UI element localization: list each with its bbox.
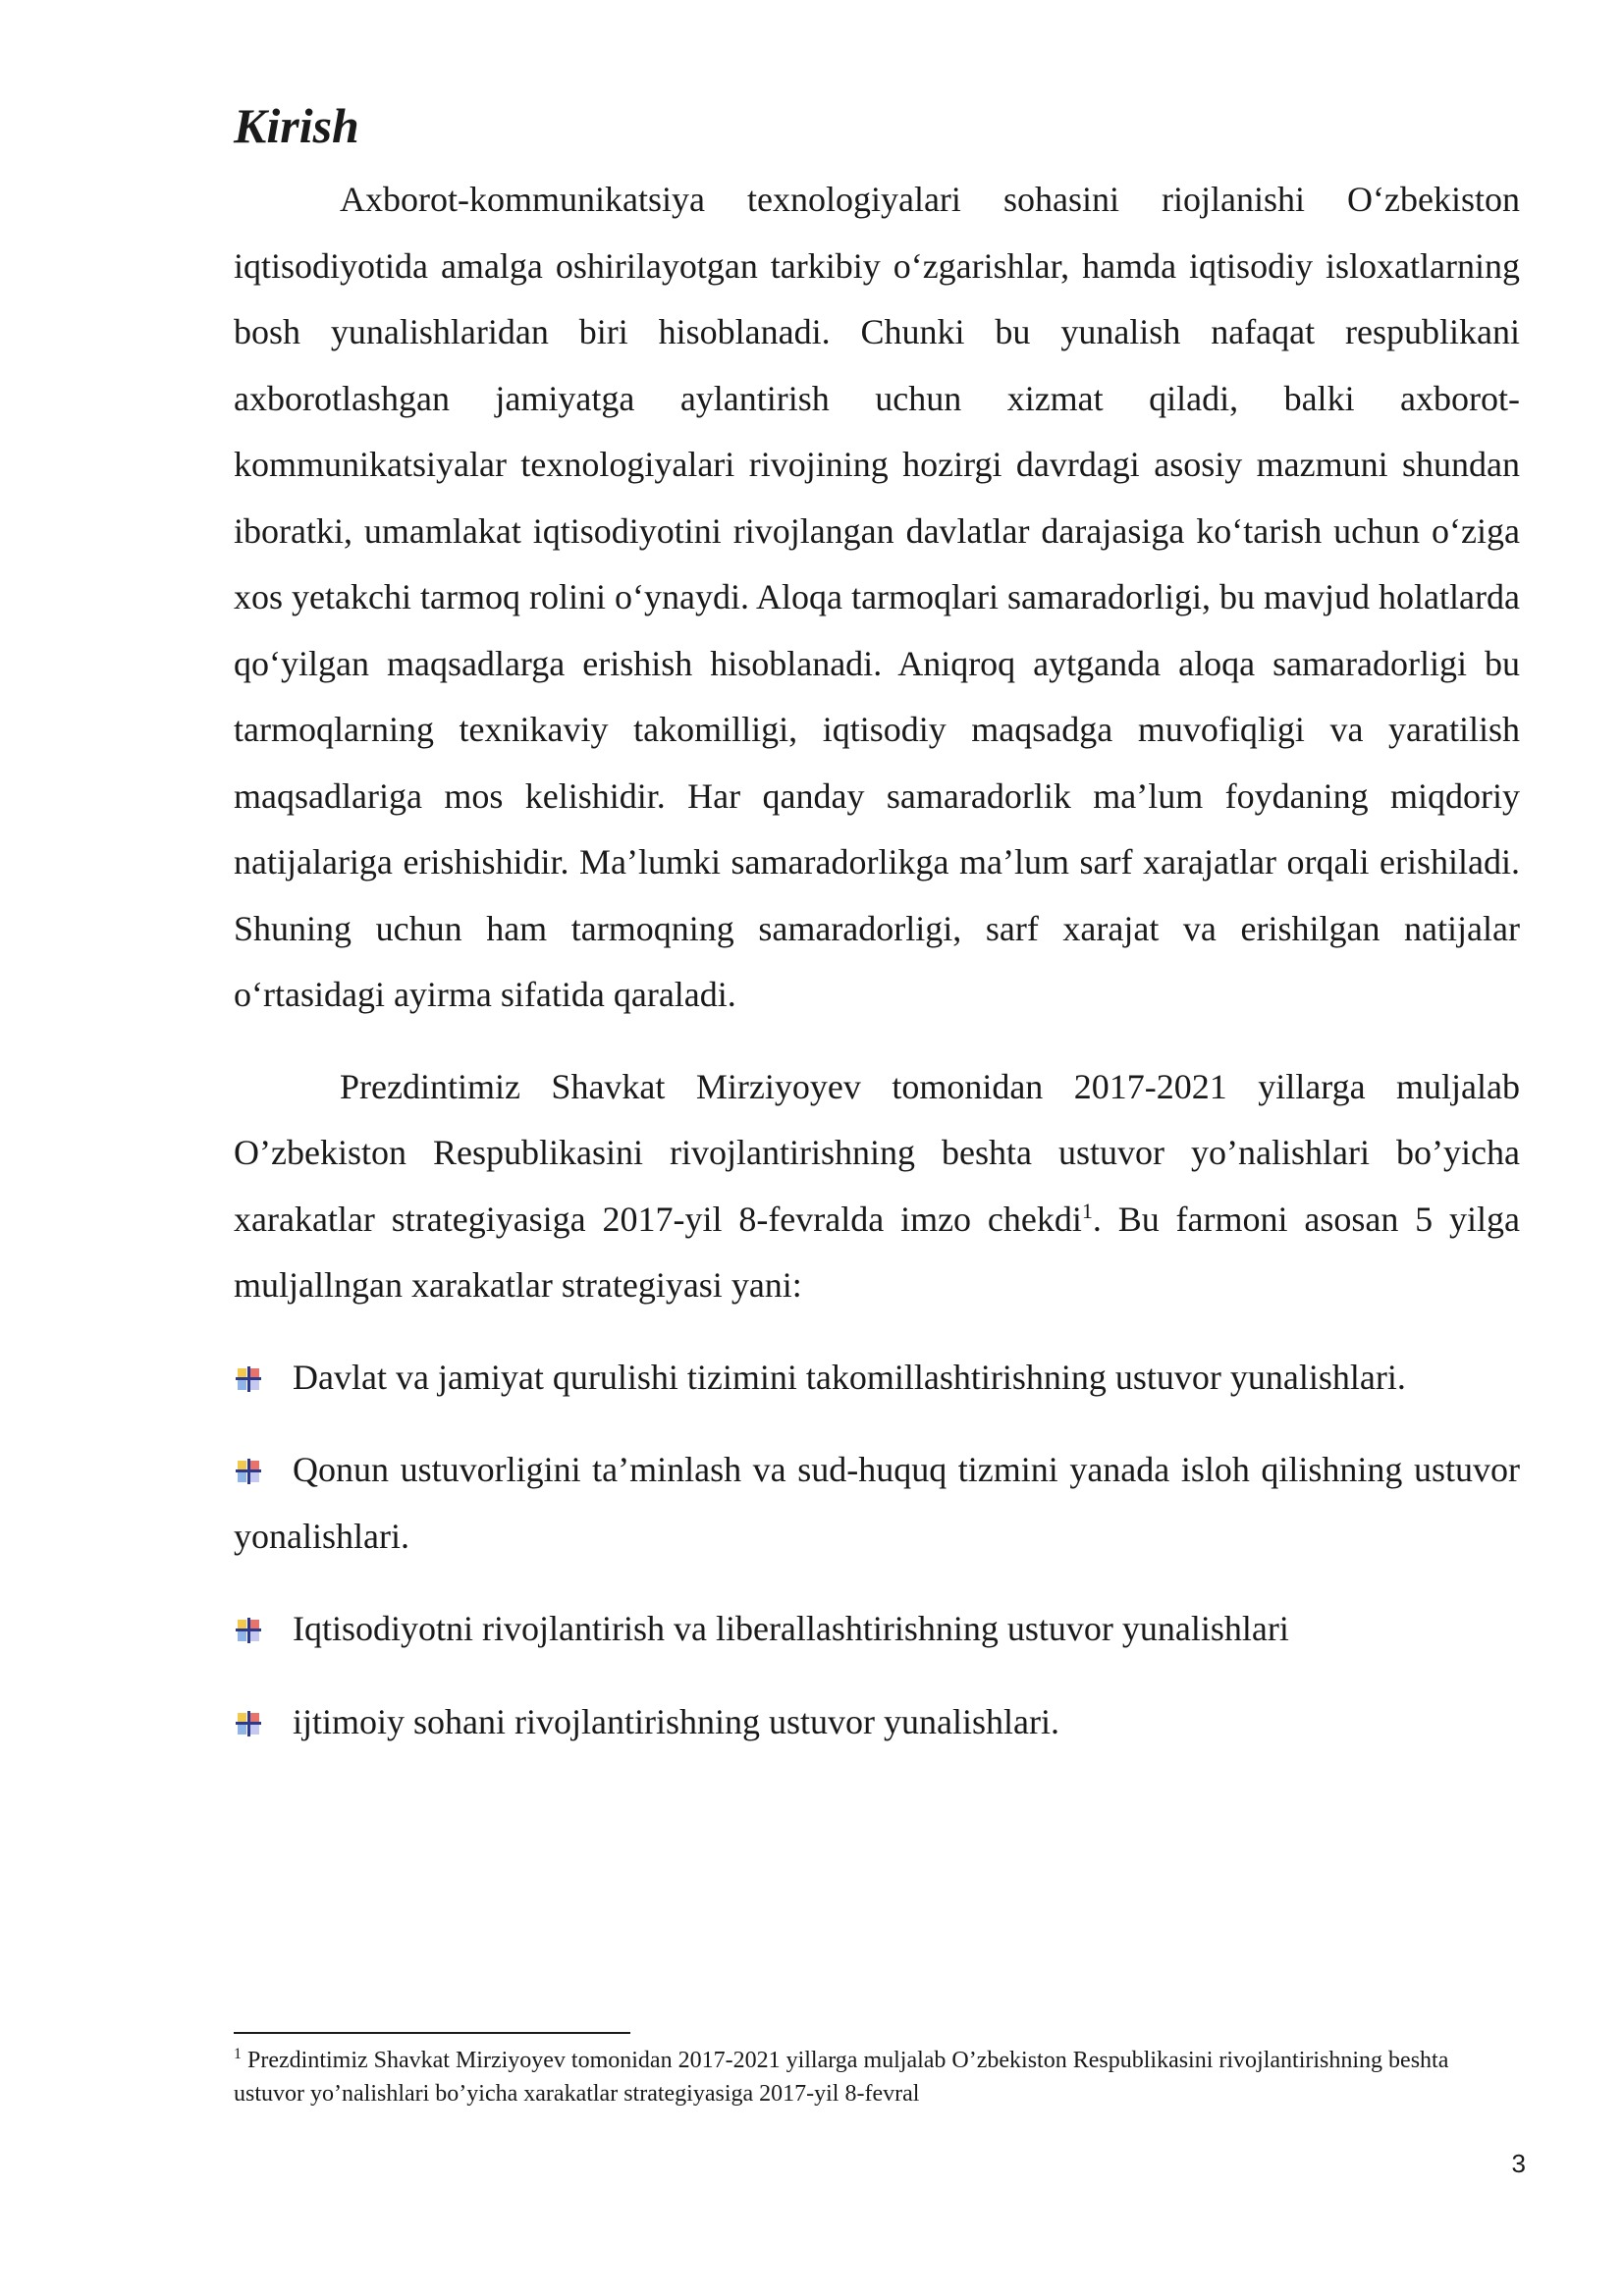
list-item (234, 1596, 1520, 1663)
list-item-text: ijtimoiy sohani rivojlantirishning ustuvor yunalishlari. (293, 1701, 1059, 1741)
document-body (234, 94, 1520, 1782)
intro-paragraph: Axborot-kommunikatsiya texnologiyalari sohasini riojlanishi O‘zbekiston iqtisodiyotida amalga oshirilayotgan tarkibiy o‘zgarishlar, hamda iqtisodiy isloxatlarning bosh yunalishlaridan biri hisoblanadi. Chunki bu yunalish nafaqat respublikani axborotlashgan jamiyatga aylantirish uchun xizmat qiladi, balki axborot- kommunikatsiyalar texnologiyalari rivojining hozirgi davrdagi asosiy mazmuni shundan iboratki, umamlakat iqtisodiyotini rivojlangan davlatlar darajasiga ko‘tarish uchun o‘ziga xos yetakchi tarmoq rolini o‘ynaydi. Aloqa tarmoqlari samaradorligi, bu mavjud holatlarda qo‘yilgan maqsadlarga erishish hisoblanadi. Aniqroq aytganda aloqa samaradorligi bu tarmoqlarning texnikaviy takomilligi, iqtisodiy maqsadga muvofiqligi va yaratilish maqsadlariga mos kelishidir. Har qanday samaradorlik ma’lum foydaning miqdoriy natijalariga erishishidir. Ma’lumki samaradorlikga ma’lum sarf xarajatlar orqali erishiladi. Shuning uchun ham tarmoqning samaradorligi, sarf xarajat va erishilgan natijalar o‘rtasidagi ayirma sifatida qaraladi. (234, 180, 1520, 1014)
strategy-paragraph-tail: . Bu farmoni asosan 5 yilga muljallngan xarakatlar strategiyasi yani: (234, 1199, 1520, 1305)
footnote-marker: 1 (234, 2046, 242, 2062)
page-title: Kirish (234, 98, 359, 153)
page-number: 3 (1511, 2149, 1526, 2178)
list-item-text: Iqtisodiyotni rivojlantirish va liberallashtirishning ustuvor yunalishlari (293, 1609, 1289, 1648)
footnote-text: Prezdintimiz Shavkat Mirziyoyev tomonidan 2017-2021 yillarga muljalab O’zbekiston Respublikasini rivojlantirishning beshta ustuvor yo’nalishlari bo’yicha xarakatlar strategiyasiga 2017-yil 8-fevral (234, 2048, 1449, 2107)
list-item-text: Davlat va jamiyat qurulishi tizimini takomillashtirishning ustuvor yunalishlari. (293, 1357, 1406, 1397)
arrow-bullet-icon (236, 1618, 261, 1643)
footnote-separator (234, 2032, 630, 2034)
strategy-paragraph-text: Prezdintimiz Shavkat Mirziyoyev tomonidan 2017-2021 yillarga muljalab O’zbekiston Respublikasini rivojlantirishning beshta ustuvor yo’nalishlari bo’yicha xarakatlar strategiyasiga 2017-yil 8-fevralda imzo chekdi (234, 1066, 1520, 1239)
arrow-bullet-icon (236, 1459, 261, 1484)
arrow-bullet-icon (236, 1366, 261, 1392)
arrow-bullet-icon (236, 1711, 261, 1736)
footnote (234, 2044, 1520, 2110)
list-item (234, 1689, 1520, 1756)
list-item (234, 1345, 1520, 1412)
list-item (234, 1437, 1520, 1570)
strategy-list (234, 1345, 1520, 1756)
footnote-reference[interactable]: 1 (1081, 1198, 1093, 1223)
list-item-text: Qonun ustuvorligini ta’minlash va sud-huquq tizmini yanada isloh qilishning ustuvor yonalishlari. (234, 1450, 1520, 1556)
strategy-paragraph (234, 1054, 1520, 1319)
